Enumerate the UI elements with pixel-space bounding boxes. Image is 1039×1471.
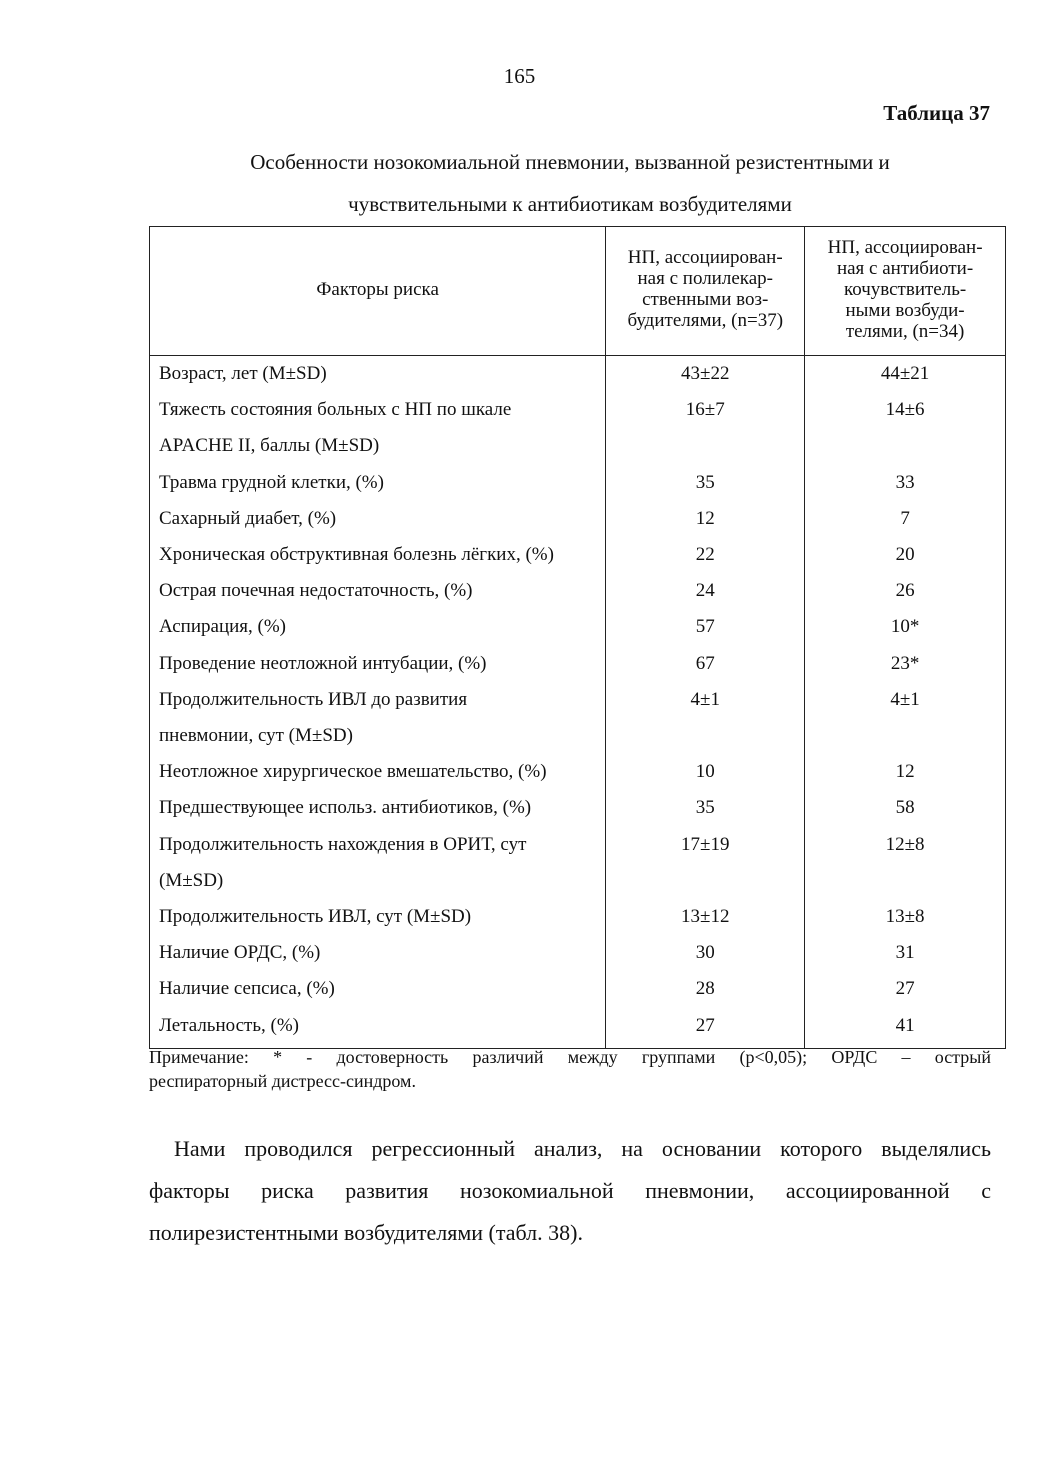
row-sensitive-value: 20 bbox=[805, 537, 1006, 573]
table-row bbox=[150, 754, 1006, 790]
table-title-line: Особенности нозокомиальной пневмонии, вызванной резистентными и bbox=[250, 150, 890, 174]
row-factor-cell: Летальность, (%) bbox=[150, 1008, 606, 1049]
row-multidrug-value: 43±22 bbox=[606, 356, 805, 393]
table-row bbox=[150, 971, 1006, 1007]
row-factor-cell: Наличие ОРДС, (%) bbox=[150, 935, 606, 971]
row-factor-cell: Продолжительность ИВЛ, сут (M±SD) bbox=[150, 899, 606, 935]
row-factor-cell: Наличие сепсиса, (%) bbox=[150, 971, 606, 1007]
table-row bbox=[150, 1008, 1006, 1049]
row-factor-cell: Сахарный диабет, (%) bbox=[150, 501, 606, 537]
table-row bbox=[150, 682, 1006, 754]
table-row bbox=[150, 392, 1006, 464]
row-sensitive-value: 33 bbox=[805, 465, 1006, 501]
table-row bbox=[150, 465, 1006, 501]
table-title-line: чувствительными к антибиотикам возбудителями bbox=[348, 192, 792, 216]
table-row bbox=[150, 935, 1006, 971]
row-multidrug-value: 67 bbox=[606, 646, 805, 682]
table-row bbox=[150, 790, 1006, 826]
row-multidrug-value: 27 bbox=[606, 1008, 805, 1049]
table-label: Таблица 37 bbox=[883, 101, 990, 125]
header-risk-factors: Факторы риска bbox=[150, 227, 606, 356]
header-sensitive-group: НП, ассоциирован- ная с антибиоти- кочувствитель- ными возбуди- телями, (n=34) bbox=[805, 227, 1006, 356]
row-multidrug-value: 16±7 bbox=[606, 392, 805, 464]
paragraph-line: факторы риска развития нозокомиальной пневмонии, ассоциированной с bbox=[149, 1178, 991, 1203]
row-factor-cell: Продолжительность ИВЛ до развития пневмонии, сут (M±SD) bbox=[150, 682, 606, 754]
table-row bbox=[150, 646, 1006, 682]
row-sensitive-value: 23* bbox=[805, 646, 1006, 682]
row-sensitive-value: 31 bbox=[805, 935, 1006, 971]
note-line: Примечание: * - достоверность различий между группами (p<0,05); ОРДС – острый bbox=[149, 1047, 991, 1067]
row-factor-cell: Тяжесть состояния больных с НП по шкале APACHE II, баллы (M±SD) bbox=[150, 392, 606, 464]
row-multidrug-value: 17±19 bbox=[606, 827, 805, 899]
header-multidrug-group: НП, ассоциирован- ная с полилекар- ственными воз- будителями, (n=37) bbox=[606, 227, 805, 356]
page-number: 165 bbox=[503, 64, 536, 88]
paragraph-line: Нами проводился регрессионный анализ, на основании которого выделялись bbox=[174, 1136, 991, 1161]
body-paragraph bbox=[149, 1128, 991, 1254]
row-multidrug-value: 57 bbox=[606, 609, 805, 645]
table-row bbox=[150, 573, 1006, 609]
row-multidrug-value: 28 bbox=[606, 971, 805, 1007]
table-row bbox=[150, 537, 1006, 573]
row-multidrug-value: 4±1 bbox=[606, 682, 805, 754]
row-multidrug-value: 30 bbox=[606, 935, 805, 971]
risk-factors-table bbox=[149, 226, 1006, 1049]
table-row bbox=[150, 609, 1006, 645]
table-body bbox=[150, 356, 1006, 1049]
row-sensitive-value: 12±8 bbox=[805, 827, 1006, 899]
row-sensitive-value: 26 bbox=[805, 573, 1006, 609]
row-sensitive-value: 58 bbox=[805, 790, 1006, 826]
row-sensitive-value: 7 bbox=[805, 501, 1006, 537]
row-multidrug-value: 12 bbox=[606, 501, 805, 537]
row-sensitive-value: 12 bbox=[805, 754, 1006, 790]
table-title bbox=[150, 141, 990, 225]
row-sensitive-value: 41 bbox=[805, 1008, 1006, 1049]
row-factor-cell: Неотложное хирургическое вмешательство, (%) bbox=[150, 754, 606, 790]
row-sensitive-value: 4±1 bbox=[805, 682, 1006, 754]
row-sensitive-value: 44±21 bbox=[805, 356, 1006, 393]
row-sensitive-value: 13±8 bbox=[805, 899, 1006, 935]
row-factor-cell: Острая почечная недостаточность, (%) bbox=[150, 573, 606, 609]
row-factor-cell: Травма грудной клетки, (%) bbox=[150, 465, 606, 501]
table-row bbox=[150, 501, 1006, 537]
row-factor-cell: Предшествующее использ. антибиотиков, (%) bbox=[150, 790, 606, 826]
table-row bbox=[150, 356, 1006, 393]
row-multidrug-value: 13±12 bbox=[606, 899, 805, 935]
row-multidrug-value: 10 bbox=[606, 754, 805, 790]
row-multidrug-value: 35 bbox=[606, 790, 805, 826]
row-factor-cell: Проведение неотложной интубации, (%) bbox=[150, 646, 606, 682]
row-multidrug-value: 35 bbox=[606, 465, 805, 501]
paragraph-line: полирезистентными возбудителями (табл. 38). bbox=[149, 1220, 583, 1245]
table-row bbox=[150, 827, 1006, 899]
table-note bbox=[149, 1045, 991, 1093]
row-sensitive-value: 10* bbox=[805, 609, 1006, 645]
row-factor-cell: Возраст, лет (M±SD) bbox=[150, 356, 606, 393]
row-factor-cell: Продолжительность нахождения в ОРИТ, сут (M±SD) bbox=[150, 827, 606, 899]
row-multidrug-value: 22 bbox=[606, 537, 805, 573]
row-sensitive-value: 14±6 bbox=[805, 392, 1006, 464]
row-factor-cell: Аспирация, (%) bbox=[150, 609, 606, 645]
row-factor-cell: Хроническая обструктивная болезнь лёгких, (%) bbox=[150, 537, 606, 573]
table-row bbox=[150, 899, 1006, 935]
table-header-row bbox=[150, 227, 1006, 356]
note-line: респираторный дистресс-синдром. bbox=[149, 1071, 416, 1091]
row-sensitive-value: 27 bbox=[805, 971, 1006, 1007]
row-multidrug-value: 24 bbox=[606, 573, 805, 609]
